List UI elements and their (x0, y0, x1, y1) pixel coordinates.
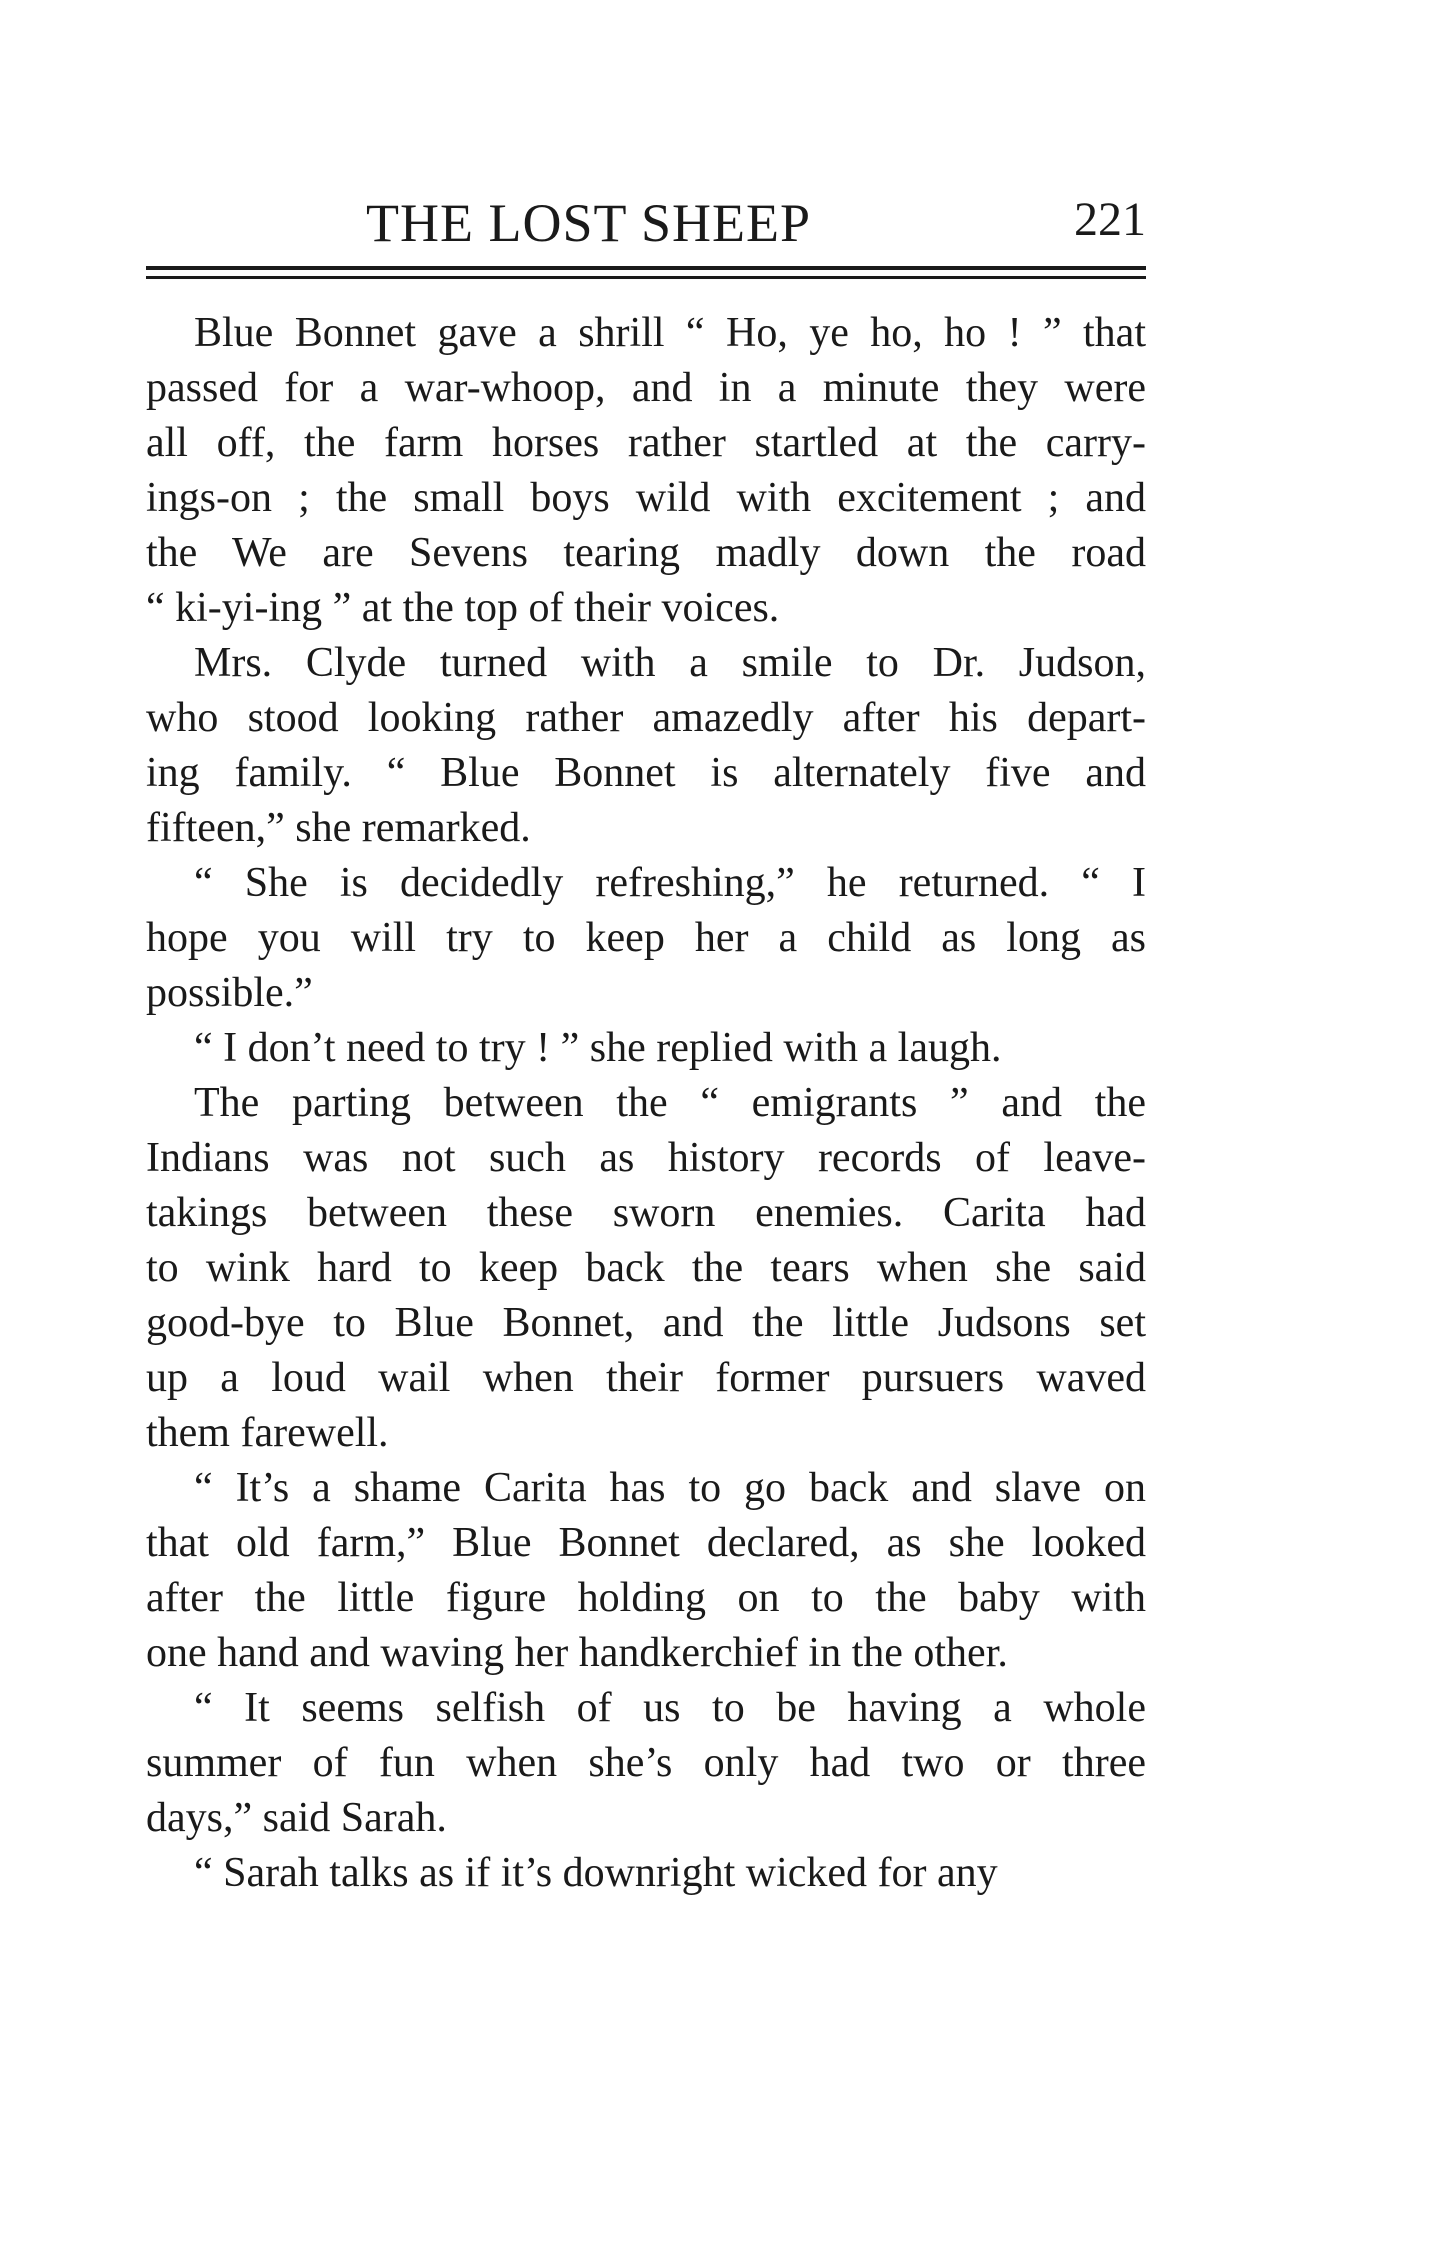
text-line: all off, the farm horses rather startled at the carry- (146, 420, 1146, 466)
page-header (146, 192, 1146, 256)
text-line: that old farm,” Blue Bonnet declared, as she looked (146, 1520, 1146, 1566)
text-line: days,” said Sarah. (146, 1795, 447, 1841)
text-line: “ I don’t need to try ! ” she replied with a laugh. (194, 1025, 1002, 1071)
paragraph (146, 1021, 1146, 1076)
text-line: “ It’s a shame Carita has to go back and slave on (194, 1465, 1146, 1511)
text-line: them farewell. (146, 1410, 389, 1456)
text-line: possible.” (146, 970, 313, 1016)
paragraph (146, 1461, 1146, 1681)
header-rule (146, 276, 1146, 279)
paragraph (146, 1846, 1146, 1901)
paragraph (146, 306, 1146, 636)
text-line: after the little figure holding on to the baby with (146, 1575, 1146, 1621)
text-line: Blue Bonnet gave a shrill “ Ho, ye ho, ho ! ” that (194, 310, 1146, 356)
text-line: “ ki-yi-ing ” at the top of their voices. (146, 585, 780, 631)
text-line: summer of fun when she’s only had two or three (146, 1740, 1146, 1786)
paragraph (146, 1681, 1146, 1846)
text-line: ing family. “ Blue Bonnet is alternately five and (146, 750, 1146, 796)
text-line: good-bye to Blue Bonnet, and the little Judsons set (146, 1300, 1146, 1346)
text-line: Indians was not such as history records of leave- (146, 1135, 1146, 1181)
text-line: ings-on ; the small boys wild with excitement ; and (146, 475, 1146, 521)
body-text (146, 306, 1146, 1901)
text-line: Mrs. Clyde turned with a smile to Dr. Judson, (194, 640, 1146, 686)
text-line: passed for a war-whoop, and in a minute they were (146, 365, 1146, 411)
text-line: fifteen,” she remarked. (146, 805, 531, 851)
text-line: hope you will try to keep her a child as long as (146, 915, 1146, 961)
paragraph (146, 856, 1146, 1021)
text-line: “ She is decidedly refreshing,” he returned. “ I (194, 860, 1146, 906)
text-line: “ Sarah talks as if it’s downright wicked for any (194, 1850, 998, 1896)
text-line: to wink hard to keep back the tears when she said (146, 1245, 1146, 1291)
text-line: up a loud wail when their former pursuers waved (146, 1355, 1146, 1401)
text-line: who stood looking rather amazedly after his depart- (146, 695, 1146, 741)
text-line: The parting between the “ emigrants ” and the (194, 1080, 1146, 1126)
text-line: “ It seems selfish of us to be having a whole (194, 1685, 1146, 1731)
page-number: 221 (1074, 193, 1146, 246)
text-line: the We are Sevens tearing madly down the road (146, 530, 1146, 576)
paragraph (146, 636, 1146, 856)
text-line: one hand and waving her handkerchief in the other. (146, 1630, 1008, 1676)
running-title: THE LOST SHEEP (366, 193, 812, 253)
header-rule (146, 266, 1146, 270)
text-line: takings between these sworn enemies. Carita had (146, 1190, 1146, 1236)
paragraph (146, 1076, 1146, 1461)
